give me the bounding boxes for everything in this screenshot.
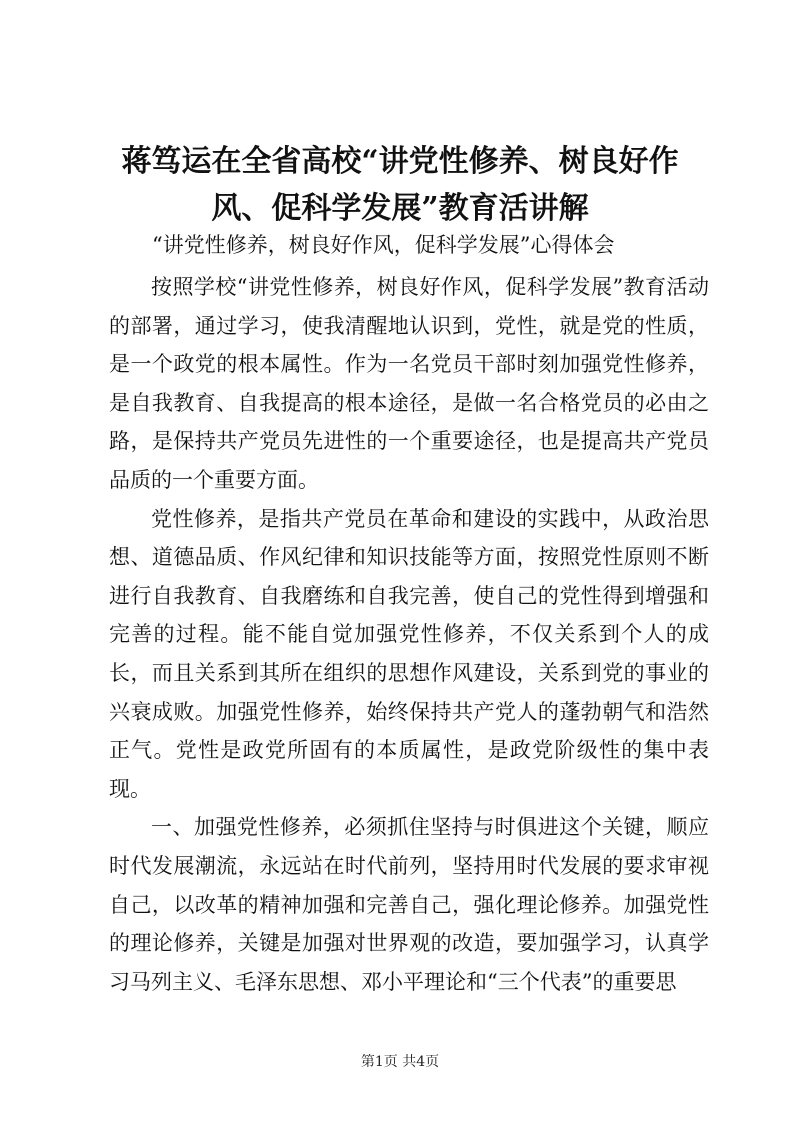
document-body: [109, 268, 709, 1001]
paragraph-2: 党性修养，是指共产党员在革命和建设的实践中，从政治思想、道德品质、作风纪律和知识技能等方面，按照党性原则不断进行自我教育、自我磨练和自我完善，使自己的党性得到增强和完善的过程。能不能自觉加强党性修养，不仅关系到个人的成长，而且关系到其所在组织的思想作风建设，关系到党的事业的兴衰成败。加强党性修养，始终保持共产党人的蓬勃朝气和浩然正气。党性是政党所固有的本质属性，是政党阶级性的集中表现。: [109, 506, 709, 801]
document-title: 蒋笃运在全省高校“讲党性修养、树良好作风、促科学发展”教育活讲解: [121, 144, 679, 226]
document-subtitle: “讲党性修养，树良好作风，促科学发展”心得体会: [152, 233, 615, 257]
page-footer: 第1页 共4页: [360, 1054, 440, 1070]
paragraph-1: 按照学校“讲党性修养，树良好作风，促科学发展”教育活动的部署，通过学习，使我清醒地认识到，党性，就是党的性质，是一个政党的根本属性。作为一名党员干部时刻加强党性修养，是自我教育、自我提高的根本途径，是做一名合格党员的必由之路，是保持共产党员先进性的一个重要途径，也是提高共产党员品质的一个重要方面。: [109, 275, 709, 492]
paragraph-3: 一、加强党性修养，必须抓住坚持与时俱进这个关键，顺应时代发展潮流，永远站在时代前列，坚持用时代发展的要求审视自己，以改革的精神加强和完善自己，强化理论修养。加强党性的理论修养，关键是加强对世界观的改造，要加强学习，认真学习马列主义、毛泽东思想、邓小平理论和“三个代表”的重要思: [109, 815, 709, 994]
